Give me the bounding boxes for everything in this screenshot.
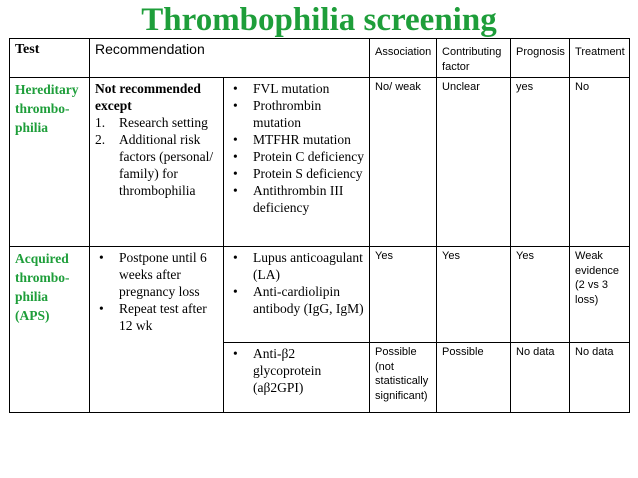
contributing-value: Unclear — [437, 78, 511, 247]
header-prognosis: Prognosis — [511, 39, 570, 78]
header-test: Test — [10, 39, 90, 78]
header-treatment: Treatment — [570, 39, 630, 78]
treatment-value: No — [570, 78, 630, 247]
treatment-value: Weak evidence (2 vs 3 loss) — [570, 247, 630, 343]
list-item: • MTFHR mutation — [229, 131, 364, 148]
association-value: Yes — [370, 247, 437, 343]
header-recommendation: Recommendation — [90, 39, 370, 78]
marker-cell — [224, 343, 370, 413]
marker-cell — [224, 247, 370, 343]
test-name: Hereditary thrombo-philia — [10, 78, 90, 247]
marker-list — [229, 249, 364, 317]
association-value: No/ weak — [370, 78, 437, 247]
list-item: • Anti-cardiolipin antibody (IgG, IgM) — [229, 283, 364, 317]
table-row — [10, 247, 630, 343]
list-item: • Protein S deficiency — [229, 165, 364, 182]
recommendation-cell — [90, 78, 224, 247]
list-item: • Anti-β2 glycoprotein (aβ2GPI) — [229, 345, 364, 396]
page-title: Thrombophilia screening — [141, 2, 497, 38]
treatment-value: No data — [570, 343, 630, 413]
prognosis-value: yes — [511, 78, 570, 247]
list-item: 2. Additional risk factors (personal/ family) for thrombophilia — [95, 132, 214, 198]
contributing-value: Possible — [437, 343, 511, 413]
marker-cell — [224, 78, 370, 247]
list-item: 1. Research setting — [95, 115, 208, 130]
prognosis-value: Yes — [511, 247, 570, 343]
marker-list — [229, 345, 364, 396]
list-item: • Protein C deficiency — [229, 148, 364, 165]
recommendation-list — [95, 249, 218, 334]
recommendation-list — [95, 114, 218, 199]
list-item: • Repeat test after 12 wk — [95, 300, 218, 334]
recommendation-lead: Not recommended except — [95, 81, 201, 113]
list-item: • Antithrombin III deficiency — [229, 182, 364, 216]
header-association: Association — [370, 39, 437, 78]
list-item: • Postpone until 6 weeks after pregnancy loss — [95, 249, 218, 300]
recommendation-cell — [90, 247, 224, 413]
list-item: • FVL mutation — [229, 80, 364, 97]
header-contributing-factor: Contributing factor — [437, 39, 511, 78]
screening-table — [9, 38, 630, 413]
contributing-value: Yes — [437, 247, 511, 343]
prognosis-value: No data — [511, 343, 570, 413]
header-row — [10, 39, 630, 78]
association-value: Possible (not statistically significant) — [370, 343, 437, 413]
list-item: • Lupus anticoagulant (LA) — [229, 249, 364, 283]
table-row — [10, 78, 630, 247]
marker-list — [229, 80, 364, 216]
list-item: • Prothrombin mutation — [229, 97, 364, 131]
test-name: Acquired thrombo-philia (APS) — [10, 247, 90, 413]
